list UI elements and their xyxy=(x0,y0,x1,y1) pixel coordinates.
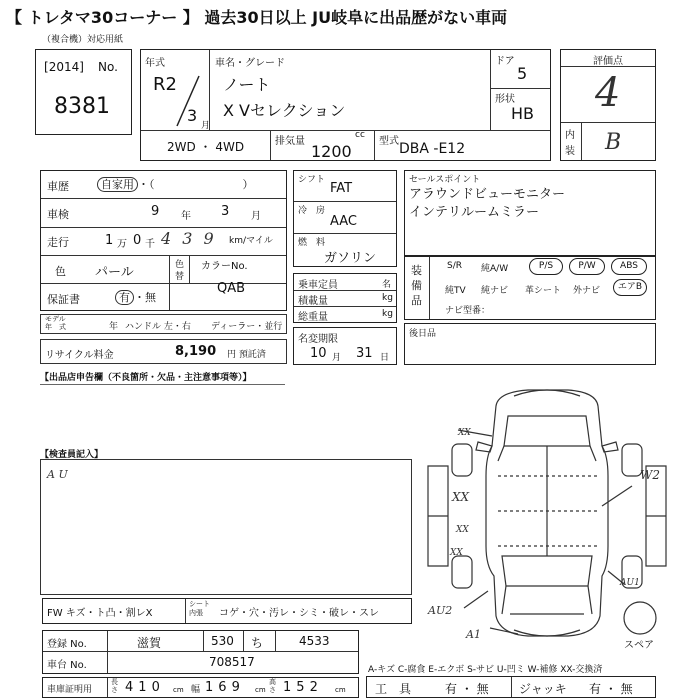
drive-value: 2WD ・ 4WD xyxy=(167,140,245,154)
model-name: ノート xyxy=(223,75,271,94)
spare-label: スペア xyxy=(624,640,654,651)
vehicle-info-box xyxy=(140,49,551,161)
registration-class: 530 xyxy=(211,634,234,648)
registration-number: 4533 xyxy=(299,634,330,648)
gross-label: 総重量 xyxy=(298,312,328,323)
history-table xyxy=(40,170,287,311)
year-label: 年式 xyxy=(145,58,165,69)
fuel-value: ガソリン xyxy=(324,251,377,266)
sales-point-label: セールスポイント xyxy=(409,175,481,185)
equipment-box xyxy=(404,256,656,320)
equip-leather: 革シート xyxy=(525,286,562,296)
inspection-label: 車検 xyxy=(47,208,69,221)
model-year-unit: 年 xyxy=(109,322,119,332)
damage-legend: A-キズ C-腐食 E-エクボ S-サビ U-凹ミ W-補修 XX-交換済 xyxy=(368,665,603,675)
doors-label: ドア xyxy=(495,56,515,67)
deadline-day: 31 xyxy=(356,346,373,361)
mileage-man-unit: 万 xyxy=(117,239,127,250)
width-label: 幅 xyxy=(191,685,201,695)
model-year-label-1: モデル xyxy=(45,315,66,323)
tools-value: 有 ・ 無 xyxy=(445,682,489,696)
equip-navi: 純ナビ xyxy=(481,286,509,296)
shift-label: シフト xyxy=(298,175,326,185)
score-value: 4 xyxy=(595,70,621,116)
registration-place: 滋賀 xyxy=(137,636,162,650)
mileage-unit: km/マイル xyxy=(229,236,273,246)
tools-row xyxy=(366,676,656,698)
model-year-handle: ハンドル 左・右 xyxy=(125,322,191,332)
interior-label-2: 装 xyxy=(565,146,575,157)
form-note: （複合機）対応用紙 xyxy=(42,35,124,45)
mileage-label: 走行 xyxy=(47,236,69,249)
capacity-unit: 名 xyxy=(382,280,392,290)
sales-point-box xyxy=(404,170,656,256)
year-month: 3 xyxy=(187,106,198,125)
after-install-label: 後日品 xyxy=(409,329,437,339)
height-unit: cm xyxy=(335,686,346,694)
equipment-label: 装備品 xyxy=(411,264,422,307)
width-unit: cm xyxy=(255,686,266,694)
deadline-day-unit: 日 xyxy=(380,353,390,363)
equip-navi-model: ナビ型番： xyxy=(445,306,491,316)
model-year-dealer: ディーラー・並行 xyxy=(211,322,283,332)
equip-pw: P/W xyxy=(569,258,605,275)
length-digits: 410 xyxy=(125,680,165,695)
color-change-label-2: 替 xyxy=(175,272,185,282)
recycle-label: リサイクル料金 xyxy=(45,350,114,361)
sales-point-line2: インテリルームミラー xyxy=(409,205,540,220)
recycle-value: 8,190 xyxy=(175,344,217,359)
damage-mark-a1: A1 xyxy=(466,628,481,641)
year-era: R2 xyxy=(153,74,177,95)
type-label: 型式 xyxy=(379,136,399,147)
shape-label: 形状 xyxy=(495,94,515,105)
jack-label: ジャッキ xyxy=(519,682,567,696)
spec-box xyxy=(293,170,397,267)
damage-mark-au1: AU1 xyxy=(620,578,640,588)
mileage-thousand: 0 xyxy=(133,233,142,248)
history-label: 車歴 xyxy=(47,180,69,193)
ac-label: 冷 房 xyxy=(298,206,326,216)
capacity-label: 乗車定員 xyxy=(298,280,338,291)
interior-value: B xyxy=(605,130,622,155)
width-digits: 169 xyxy=(205,680,245,695)
displacement-label: 排気量 xyxy=(275,136,305,147)
model-year-row xyxy=(40,314,287,334)
height-label: 高さ xyxy=(269,678,276,694)
tools-label: 工 具 xyxy=(375,682,412,696)
header-banner: 【 トレタマ30コーナー 】 過去30日以上 JU岐阜に出品歴がない車両 xyxy=(6,8,508,27)
dealer-notes-label: 【出品店申告欄（不良箇所・欠品・主注意事項等）】 xyxy=(40,373,252,383)
inspection-year-unit: 年 xyxy=(181,211,191,222)
inspection-month: 3 xyxy=(221,204,230,219)
equip-ps: P/S xyxy=(529,258,563,275)
gross-unit: kg xyxy=(382,309,393,319)
damage-mark-w2: W2 xyxy=(640,468,660,482)
equip-ext-navi: 外ナビ xyxy=(573,286,601,296)
type-value: DBA -E12 xyxy=(399,141,466,157)
equip-abs: ABS xyxy=(611,258,647,275)
condition-row xyxy=(42,598,412,624)
condition-seat-label-2: 内張 xyxy=(189,609,203,617)
load-label: 積載量 xyxy=(298,296,328,307)
damage-mark-xx-2: XX xyxy=(452,490,470,504)
damage-mark-xx-4: XX xyxy=(450,548,463,558)
inspector-note: A U xyxy=(47,468,68,481)
inspection-month-unit: 月 xyxy=(251,211,261,222)
inspection-year: 9 xyxy=(151,204,160,219)
mileage-thousand-unit: 千 xyxy=(145,239,155,250)
dimensions-label: 車庫証明用 xyxy=(47,685,93,695)
registration-box xyxy=(42,630,359,674)
inspector-label: 【検査員記入】 xyxy=(40,450,104,460)
car-diagram xyxy=(418,386,678,644)
deadline-month: 10 xyxy=(310,346,327,361)
condition-fw: FW キズ・ト凸・割レX xyxy=(47,608,153,619)
ac-value: AAC xyxy=(330,214,357,229)
equip-tv: 純TV xyxy=(445,286,466,296)
capacity-box xyxy=(293,273,397,323)
damage-mark-xx-1: XX xyxy=(458,428,471,438)
warranty-label: 保証書 xyxy=(47,293,80,306)
equip-airbag: エアB xyxy=(613,279,647,296)
inspector-box xyxy=(40,459,412,595)
displacement-value: 1200 xyxy=(311,142,352,161)
damage-mark-xx-3: XX xyxy=(456,525,469,535)
model-label: 車名・グレード xyxy=(215,58,285,69)
dimensions-row xyxy=(42,677,359,698)
chassis-label: 車台 No. xyxy=(47,660,87,671)
jack-value: 有 ・ 無 xyxy=(589,682,633,696)
mileage-handwritten: 4 3 9 xyxy=(161,229,217,248)
after-install-box xyxy=(404,323,656,365)
lot-stamp: [2014] xyxy=(44,60,84,74)
shift-value: FAT xyxy=(330,181,353,196)
shape-value: HB xyxy=(511,104,535,123)
displacement-unit: cc xyxy=(355,130,365,140)
warranty-value: 有 ・無 xyxy=(115,289,156,305)
registration-kana: ち xyxy=(251,636,264,650)
deadline-label: 名変期限 xyxy=(298,334,338,345)
condition-seat: コゲ・穴・汚レ・シミ・破レ・スレ xyxy=(219,608,379,619)
lot-no-label: No. xyxy=(98,60,118,74)
score-box xyxy=(560,49,656,161)
recycle-row xyxy=(40,339,287,364)
length-unit: cm xyxy=(173,686,184,694)
load-unit: kg xyxy=(382,293,393,303)
fuel-label: 燃 料 xyxy=(298,238,326,248)
color-value: パール xyxy=(95,265,134,280)
doors-value: 5 xyxy=(517,64,528,83)
length-label: 長さ xyxy=(111,678,118,694)
color-label: 色 xyxy=(55,265,66,278)
model-year-label-2: 年 式 xyxy=(45,323,66,331)
chassis-value: 708517 xyxy=(209,655,255,669)
equip-sr: S/R xyxy=(447,261,462,271)
deadline-month-unit: 月 xyxy=(332,353,342,363)
year-month-unit: 月 xyxy=(201,121,211,131)
lot-number: 8381 xyxy=(54,94,110,119)
equip-alloy: 純A/W xyxy=(481,264,509,274)
condition-seat-label-1: シート xyxy=(189,600,210,608)
history-value: 自家用 ・（ ） xyxy=(97,176,254,192)
score-label: 評価点 xyxy=(593,56,623,67)
color-no-label: カラーNo. xyxy=(201,261,248,272)
registration-label: 登録 No. xyxy=(47,639,87,650)
damage-mark-au2: AU2 xyxy=(428,604,453,617)
recycle-unit: 円 預託済 xyxy=(227,350,266,360)
color-change-label-1: 色 xyxy=(175,260,185,270)
color-no: QAB xyxy=(217,281,246,296)
deadline-box xyxy=(293,327,397,365)
mileage-man: 1 xyxy=(105,233,114,248)
interior-label-1: 内 xyxy=(565,130,575,141)
sales-point-line1: アラウンドビューモニター xyxy=(409,187,566,202)
lot-box xyxy=(35,49,132,135)
height-digits: 152 xyxy=(283,680,323,695)
model-grade: X Vセレクション xyxy=(223,101,346,120)
